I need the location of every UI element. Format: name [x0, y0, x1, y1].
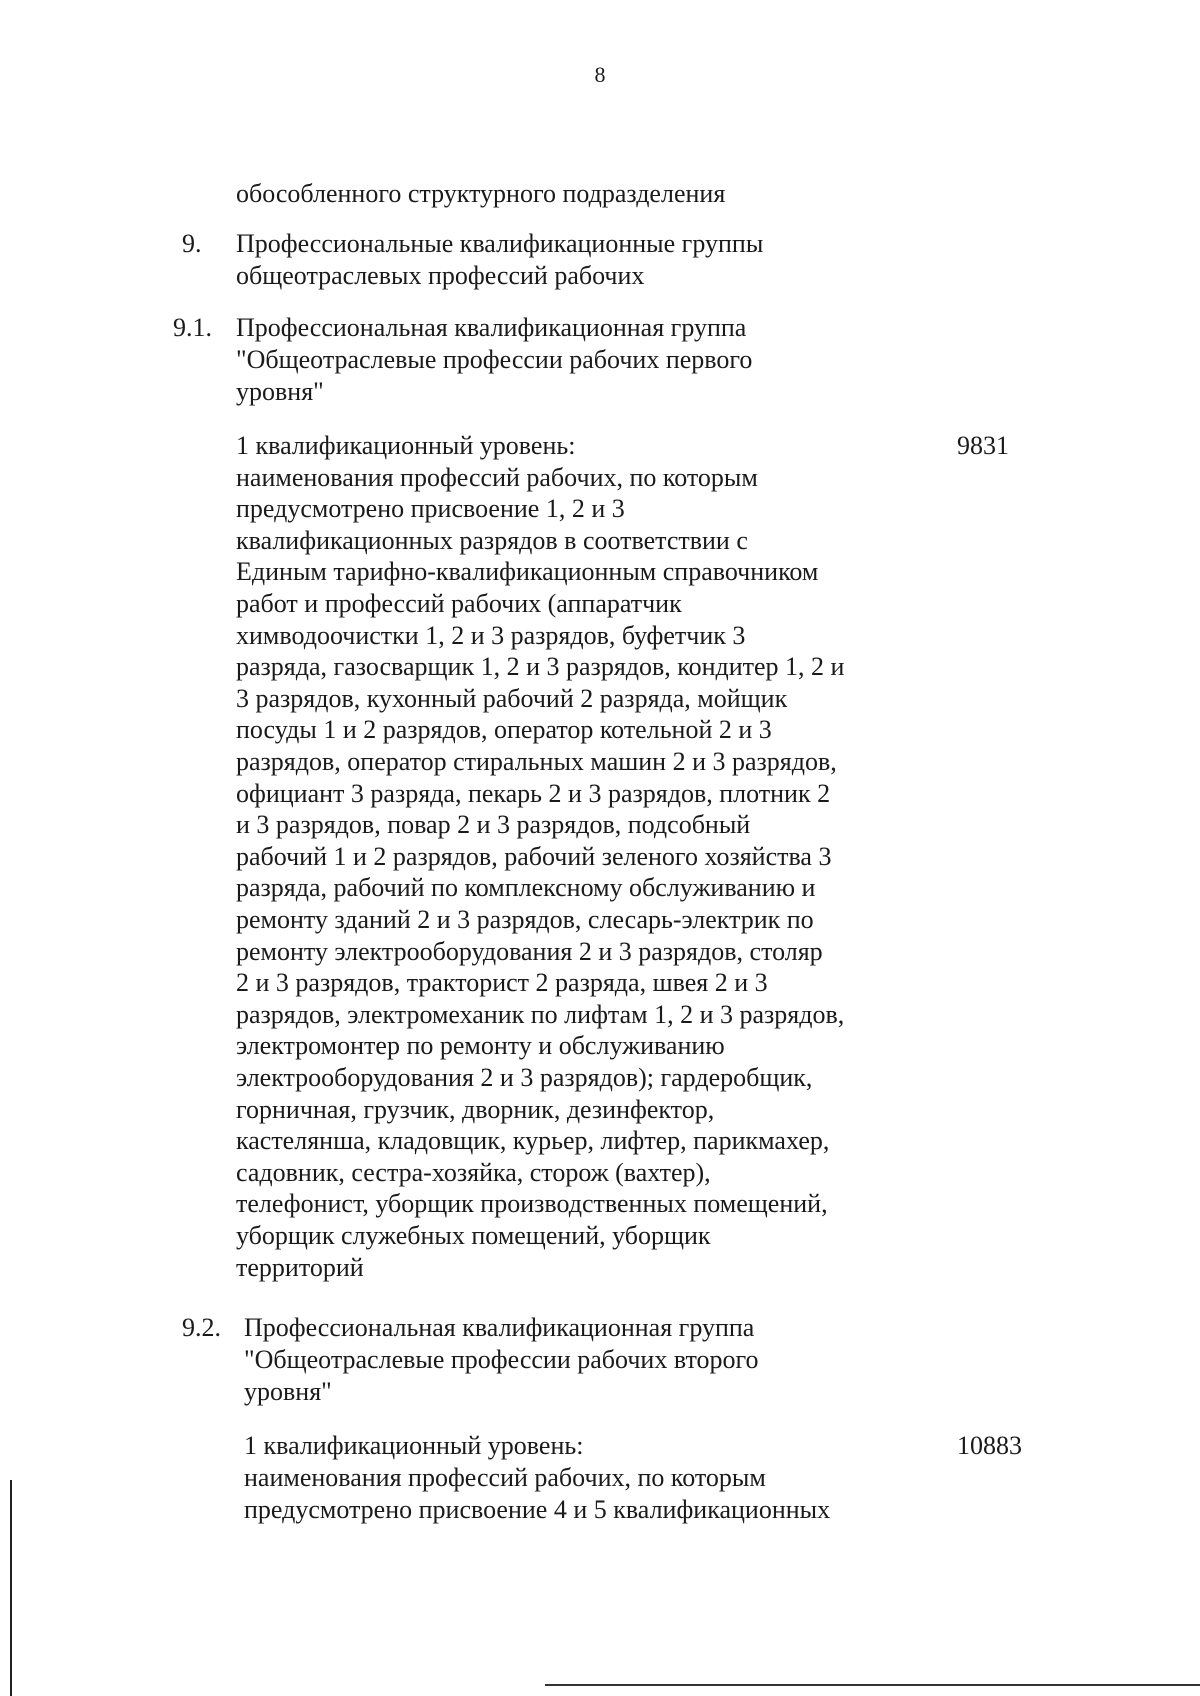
- body-line: электромонтер по ремонту и обслуживанию: [236, 1031, 725, 1061]
- section-9-2-number: 9.2.: [182, 1313, 221, 1342]
- body-line: наименования профессий рабочих, по которым: [236, 462, 758, 492]
- body-line: уборщик служебных помещений, уборщик: [236, 1221, 711, 1250]
- body-line: электрооборудования 2 и 3 разрядов); гардеробщик,: [236, 1063, 813, 1092]
- section-9-1-title-line: Профессиональная квалификационная группа: [236, 313, 747, 342]
- section-9-number: 9.: [182, 229, 202, 258]
- section-9-title-line: Профессиональные квалификационные группы: [236, 229, 764, 258]
- page-number: 8: [594, 62, 606, 87]
- body-line: территорий: [236, 1252, 364, 1282]
- section-9-1-number: 9.1.: [173, 313, 212, 342]
- body-line: 2 и 3 разрядов, тракторист 2 разряда, швея 2 и 3: [236, 968, 768, 998]
- body-line: разрядов, оператор стиральных машин 2 и 3 разрядов,: [236, 747, 837, 776]
- section-9-2-salary: 10883: [957, 1431, 1022, 1460]
- section-9-2-title-line: "Общеотраслевые профессии рабочих второго: [244, 1345, 759, 1374]
- body-line: работ и профессий рабочих (аппаратчик: [236, 589, 682, 618]
- section-9-2-title-line: Профессиональная квалификационная группа: [244, 1313, 755, 1342]
- body-line: 3 разрядов, кухонный рабочий 2 разряда, мойщик: [236, 683, 788, 713]
- body-line: садовник, сестра-хозяйка, сторож (вахтер),: [236, 1157, 711, 1187]
- body-line: разрядов, электромеханик по лифтам 1, 2 и 3 разрядов,: [236, 999, 845, 1029]
- scan-edge-line: [10, 1480, 12, 1696]
- section-9-1-salary: 9831: [957, 431, 1009, 460]
- body-line: кастелянша, кладовщик, курьер, лифтер, парикмахер,: [236, 1126, 830, 1156]
- section-9-1-title-line: уровня": [236, 377, 324, 406]
- body-line: предусмотрено присвоение 4 и 5 квалификационных: [244, 1495, 831, 1524]
- body-line: квалификационных разрядов в соответствии с: [236, 525, 748, 555]
- body-line: и 3 разрядов, повар 2 и 3 разрядов, подсобный: [236, 810, 751, 840]
- body-line: химводоочистки 1, 2 и 3 разрядов, буфетчик 3: [236, 620, 746, 650]
- body-line: 1 квалификационный уровень:: [236, 431, 576, 460]
- body-line: телефонист, уборщик производственных помещений,: [236, 1189, 828, 1219]
- body-line: ремонту электрооборудования 2 и 3 разрядов, столяр: [236, 936, 823, 966]
- section-9-1-title-line: "Общеотраслевые профессии рабочих первого: [236, 345, 753, 374]
- body-line: 1 квалификационный уровень:: [244, 1431, 584, 1460]
- section-9-2-title-line: уровня": [244, 1377, 332, 1406]
- body-line: официант 3 разряда, пекарь 2 и 3 разрядов, плотник 2: [236, 778, 831, 808]
- bottom-rule: [545, 1684, 1200, 1686]
- section-9-title-line: общеотраслевых профессий рабочих: [236, 261, 645, 290]
- body-line: разряда, рабочий по комплексному обслуживанию и: [236, 873, 816, 903]
- body-line: разряда, газосварщик 1, 2 и 3 разрядов, кондитер 1, 2 и: [236, 652, 845, 682]
- body-line: посуды 1 и 2 разрядов, оператор котельной 2 и 3: [236, 715, 772, 745]
- body-line: наименования профессий рабочих, по которым: [244, 1463, 766, 1492]
- body-line: ремонту зданий 2 и 3 разрядов, слесарь-электрик по: [236, 905, 814, 934]
- continuation-text: обособленного структурного подразделения: [236, 179, 726, 208]
- body-line: предусмотрено присвоение 1, 2 и 3: [236, 494, 625, 524]
- body-line: горничная, грузчик, дворник, дезинфектор,: [236, 1094, 715, 1124]
- body-line: Единым тарифно-квалификационным справочником: [236, 557, 819, 587]
- body-line: рабочий 1 и 2 разрядов, рабочий зеленого хозяйства 3: [236, 841, 832, 871]
